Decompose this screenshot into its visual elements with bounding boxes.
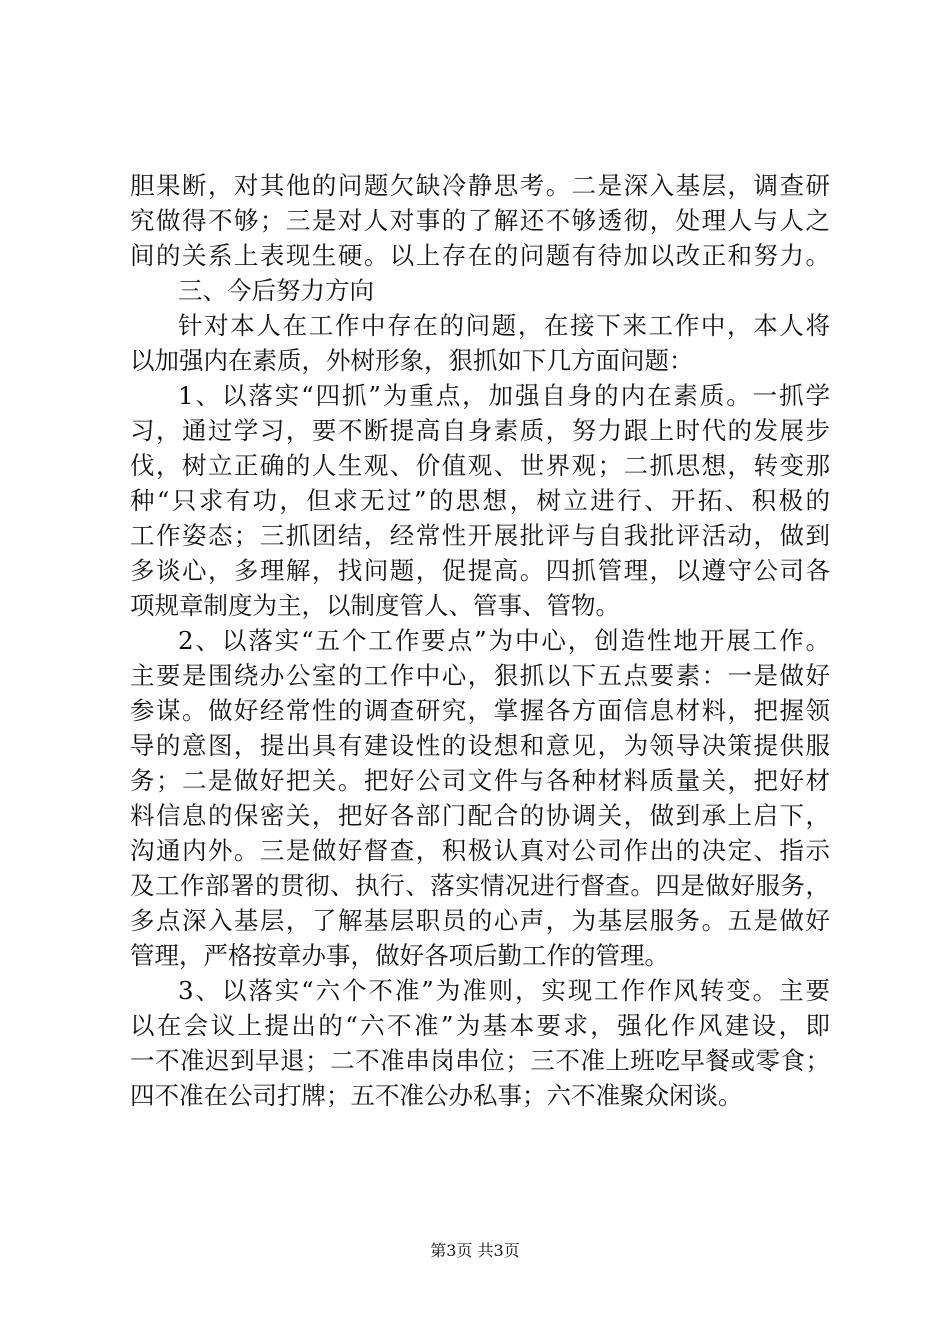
text-line: 项规章制度为主，以制度管人、管事、管物。 — [130, 591, 620, 620]
text-line: 以加强内在素质，外树形象，狠抓如下几方面问题： — [130, 346, 694, 375]
text-line: 间的关系上表现生硬。以上存在的问题有待加以改正和努力。 — [130, 241, 830, 270]
text-line: 习，通过学习，要不断提高自身素质，努力跟上时代的发展步 — [130, 416, 830, 445]
text-line: 料信息的保密关，把好各部门配合的协调关，做到承上启下， — [130, 801, 830, 830]
text-line: 沟通内外。三是做好督查，积极认真对公司作出的决定、指示 — [130, 836, 830, 865]
text-line: 务；二是做好把关。把好公司文件与各种材料质量关，把好材 — [130, 766, 830, 795]
text-line: 主要是围绕办公室的工作中心，狠抓以下五点要素：一是做好 — [130, 661, 830, 690]
text-line: 多谈心，多理解，找问题，促提高。四抓管理，以遵守公司各 — [130, 556, 830, 585]
text-line: 胆果断，对其他的问题欠缺冷静思考。二是深入基层，调查研 — [130, 171, 830, 200]
text-line: 及工作部署的贯彻、执行、落实情况进行督查。四是做好服务， — [130, 871, 830, 900]
text-line: 伐，树立正确的人生观、价值观、世界观；二抓思想，转变那 — [130, 451, 830, 480]
text-line: 究做得不够；三是对人对事的了解还不够透彻，处理人与人之 — [130, 206, 830, 235]
text-line: 四不准在公司打牌；五不准公办私事；六不准聚众闲谈。 — [130, 1081, 743, 1110]
text-line: 三、今后努力方向 — [178, 276, 374, 305]
text-line: 2、以落实“五个工作要点”为中心，创造性地开展工作。 — [178, 626, 830, 655]
text-line: 多点深入基层，了解基层职员的心声，为基层服务。五是做好 — [130, 906, 830, 935]
text-line: 管理，严格按章办事，做好各项后勤工作的管理。 — [130, 941, 669, 970]
text-line: 一不准迟到早退；二不准串岗串位；三不准上班吃早餐或零食； — [130, 1046, 830, 1075]
text-line: 针对本人在工作中存在的问题，在接下来工作中，本人将 — [178, 311, 830, 340]
text-line: 参谋。做好经常性的调查研究，掌握各方面信息材料，把握领 — [130, 696, 830, 725]
text-line: 工作姿态；三抓团结，经常性开展批评与自我批评活动，做到 — [130, 521, 830, 550]
text-line: 1、以落实“四抓”为重点，加强自身的内在素质。一抓学 — [178, 381, 830, 410]
text-line: 种“只求有功，但求无过”的思想，树立进行、开拓、积极的 — [130, 486, 830, 515]
text-line: 3、以落实“六个不准”为准则，实现工作作风转变。主要 — [178, 976, 830, 1005]
text-line: 以在会议上提出的“六不准”为基本要求，强化作风建设，即 — [130, 1011, 830, 1040]
text-line: 导的意图，提出具有建设性的设想和意见，为领导决策提供服 — [130, 731, 830, 760]
page-footer: 第3页 共3页 — [430, 1241, 520, 1260]
body-text — [130, 168, 830, 1113]
